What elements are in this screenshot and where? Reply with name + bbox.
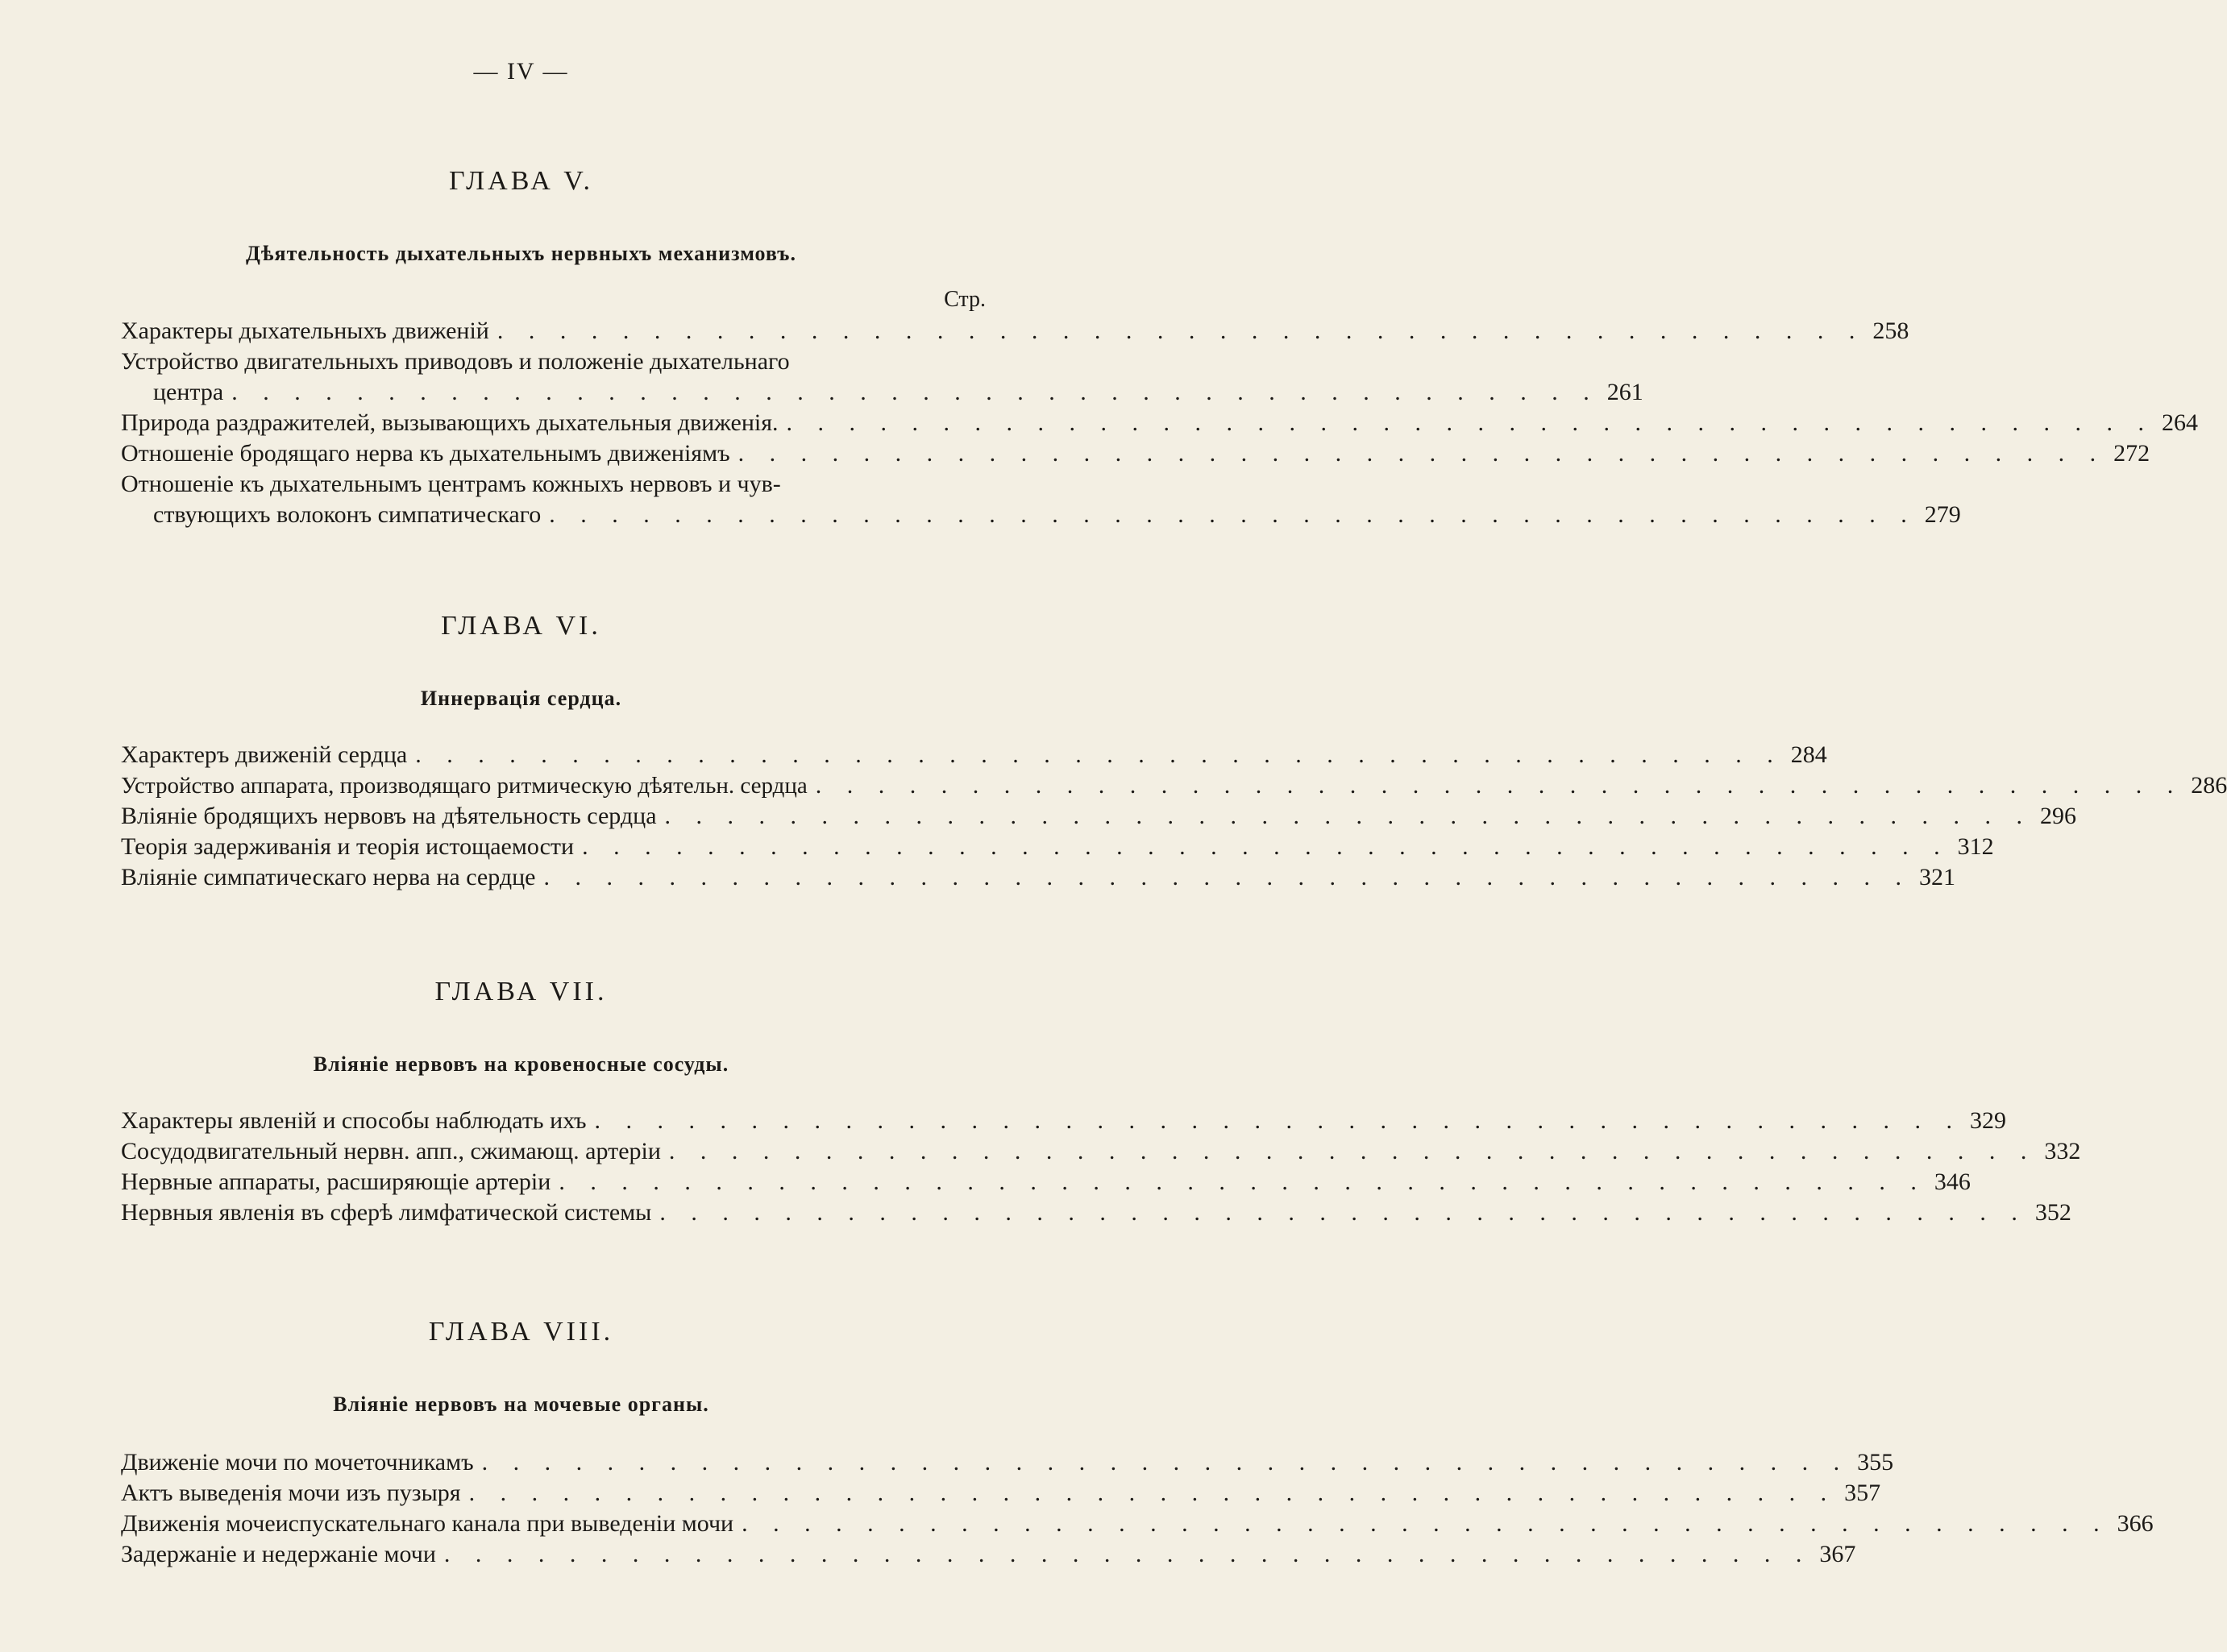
chapter-heading: ГЛАВА VIII.	[428, 1317, 614, 1347]
toc-entry-page: 355	[1857, 1449, 1894, 1476]
toc-entry-title-line1: Устройство двигательныхъ приводовъ и положеніе дыхательнаго	[121, 348, 790, 375]
toc-entry	[121, 1447, 1894, 1478]
toc-entry-title-line1: Отношеніе къ дыхательнымъ центрамъ кожныхъ нервовъ и чув-	[121, 471, 781, 497]
chapter-heading: ГЛАВА V.	[449, 166, 593, 196]
toc-leader: . . . . . . . . . . . . . . . . . . . . . . . . . . . . . . . . . . . . . . . . . . . .	[415, 741, 1783, 768]
toc-entry-page: 357	[1844, 1480, 1881, 1506]
toc-entry-title: Устройство аппарата, производящаго ритмическую дѣятельн. сердца	[121, 773, 808, 799]
toc-leader: . . . . . . . . . . . . . . . . . . . . . . . . . . . . . . . . . . . . . . . . . . . .	[468, 1480, 1837, 1506]
toc-entry-title: Характеры явленій и способы наблюдать ихъ	[121, 1107, 587, 1134]
chapter-heading: ГЛАВА VI.	[441, 611, 601, 641]
toc-entry-line	[121, 347, 986, 377]
toc-leader: . . . . . . . . . . . . . . . . . . . . . . . . . . . . . . . . . . . . . . . . . . . .	[231, 379, 1599, 405]
toc-entry-page: 366	[2117, 1510, 2154, 1537]
toc-leader: . . . . . . . . . . . . . . . . . . . . . . . . . . . . . . . . . . . . . . . . . . . .	[742, 1510, 2109, 1537]
toc-entry	[121, 1106, 2007, 1136]
toc-leader: . . . . . . . . . . . . . . . . . . . . . . . . . . . . . . . . . . . . . . . . . . . .	[659, 1199, 2027, 1226]
chapter-heading: ГЛАВА VII.	[434, 977, 608, 1007]
toc-leader: . . . . . . . . . . . . . . . . . . . . . . . . . . . . . . . . . . . . . . . . . . . .	[664, 803, 2033, 829]
toc-leader: . . . . . . . . . . . . . . . . . . . . . . . . . . . . . . . . . . . . . . . . . . . .	[737, 440, 2106, 467]
toc-entry-title: Характеры дыхательныхъ движеній	[121, 318, 489, 344]
toc-leader: . . . . . . . . . . . . . . . . . . . . . . . . . . . . . . . . . . . . . . . . . . . .	[786, 409, 2154, 436]
toc-leader: . . . . . . . . . . . . . . . . . . . . . . . . . . . . . . . . . . . . . . . . . . . .	[443, 1541, 1812, 1567]
toc-leader: . . . . . . . . . . . . . . . . . . . . . . . . . . . . . . . . . . . . . . . . . . . .	[549, 501, 1917, 528]
toc-leader: . . . . . . . . . . . . . . . . . . . . . . . . . . . . . . . . . . . . . . . . . . . .	[543, 864, 1911, 890]
chapter-subtitle: Вліяніе нервовъ на кровеносные сосуды.	[313, 1052, 729, 1076]
toc-entry-title: центра	[153, 379, 224, 405]
toc-entry	[121, 1509, 2154, 1539]
toc-entry-page: 284	[1790, 741, 1827, 768]
toc-leader: . . . . . . . . . . . . . . . . . . . . . . . . . . . . . . . . . . . . . . . . . . . .	[668, 1138, 2037, 1164]
toc-entry-title: Актъ выведенія мочи изъ пузыря	[121, 1480, 461, 1506]
toc-entry-page: 332	[2044, 1138, 2081, 1164]
toc-entry	[121, 770, 2227, 801]
page-number: — IV —	[473, 58, 569, 85]
toc-entry	[121, 500, 1961, 530]
toc-entry-title: Природа раздражителей, вызывающихъ дыхательныя движенія.	[121, 409, 779, 436]
toc-entry	[121, 408, 2199, 438]
toc-leader: . . . . . . . . . . . . . . . . . . . . . . . . . . . . . . . . . . . . . . . . . . . .	[815, 772, 2183, 799]
chapter-subtitle: Вліяніе нервовъ на мочевые органы.	[333, 1393, 709, 1416]
toc-entry-title: Характеръ движеній сердца	[121, 741, 408, 768]
toc-entry-title: Движеніе мочи по мочеточникамъ	[121, 1449, 474, 1476]
toc-entry-page: 258	[1872, 318, 1909, 344]
toc-entry-page: 286	[2191, 772, 2227, 799]
toc-entry-page: 346	[1934, 1168, 1971, 1195]
toc-entry-title: Отношеніе бродящаго нерва къ дыхательнымъ движеніямъ	[121, 440, 730, 467]
toc-entry	[121, 1478, 1881, 1509]
toc-leader: . . . . . . . . . . . . . . . . . . . . . . . . . . . . . . . . . . . . . . . . . . . .	[559, 1168, 1926, 1195]
page-column-label: Стр.	[944, 287, 986, 312]
chapter-subtitle: Дѣятельность дыхательныхъ нервныхъ механизмовъ.	[246, 242, 796, 265]
toc-entry-page: 261	[1606, 379, 1643, 405]
toc-entry	[121, 438, 2150, 469]
toc-section	[121, 316, 2199, 530]
toc-entry-page: 321	[1918, 864, 1955, 890]
toc-entry-page: 312	[1957, 833, 1994, 860]
toc-entry	[121, 1136, 2081, 1167]
toc-section	[121, 740, 2227, 893]
toc-entry-title: Нервные аппараты, расширяющіе артеріи	[121, 1168, 551, 1195]
toc-entry	[121, 862, 1955, 893]
toc-entry-page: 296	[2040, 803, 2077, 829]
toc-leader: . . . . . . . . . . . . . . . . . . . . . . . . . . . . . . . . . . . . . . . . . . . .	[481, 1449, 1850, 1476]
toc-entry-title: Движенія мочеиспускательнаго канала при выведеніи мочи	[121, 1510, 734, 1537]
toc-entry	[121, 801, 2077, 832]
toc-leader: . . . . . . . . . . . . . . . . . . . . . . . . . . . . . . . . . . . . . . . . . . . .	[594, 1107, 1963, 1134]
toc-section	[121, 1106, 2081, 1228]
toc-entry-title: Теорія задерживанія и теорія истощаемости	[121, 833, 575, 860]
chapter-subtitle: Иннервація сердца.	[420, 687, 622, 710]
toc-entry	[121, 316, 1909, 347]
toc-entry	[121, 1167, 1971, 1197]
toc-leader: . . . . . . . . . . . . . . . . . . . . . . . . . . . . . . . . . . . . . . . . . . . .	[582, 833, 1950, 860]
toc-entry-page: 329	[1970, 1107, 2007, 1134]
toc-entry-title: Вліяніе бродящихъ нервовъ на дѣятельность сердца	[121, 803, 657, 829]
toc-entry-page: 367	[1819, 1541, 1856, 1567]
toc-entry-page: 272	[2113, 440, 2150, 467]
toc-entry-title: Задержаніе и недержаніе мочи	[121, 1541, 436, 1567]
toc-entry-title: Вліяніе симпатическаго нерва на сердце	[121, 864, 536, 890]
toc-entry	[121, 1197, 2071, 1228]
toc-section	[121, 1447, 2154, 1570]
toc-entry	[121, 377, 1643, 408]
toc-entry-title: Нервныя явленія въ сферѣ лимфатической системы	[121, 1199, 652, 1226]
toc-entry-line	[121, 469, 986, 500]
toc-entry	[121, 740, 1827, 770]
toc-entry-page: 352	[2034, 1199, 2071, 1226]
toc-entry-title: Сосудодвигательный нервн. апп., сжимающ. артеріи	[121, 1138, 661, 1164]
toc-entry	[121, 832, 1994, 862]
toc-entry-title: ствующихъ волоконъ симпатическаго	[153, 501, 542, 528]
toc-leader: . . . . . . . . . . . . . . . . . . . . . . . . . . . . . . . . . . . . . . . . . . . .	[497, 318, 1865, 344]
toc-entry-page: 279	[1924, 501, 1961, 528]
toc-entry-page: 264	[2162, 409, 2199, 436]
toc-entry	[121, 1539, 1856, 1570]
